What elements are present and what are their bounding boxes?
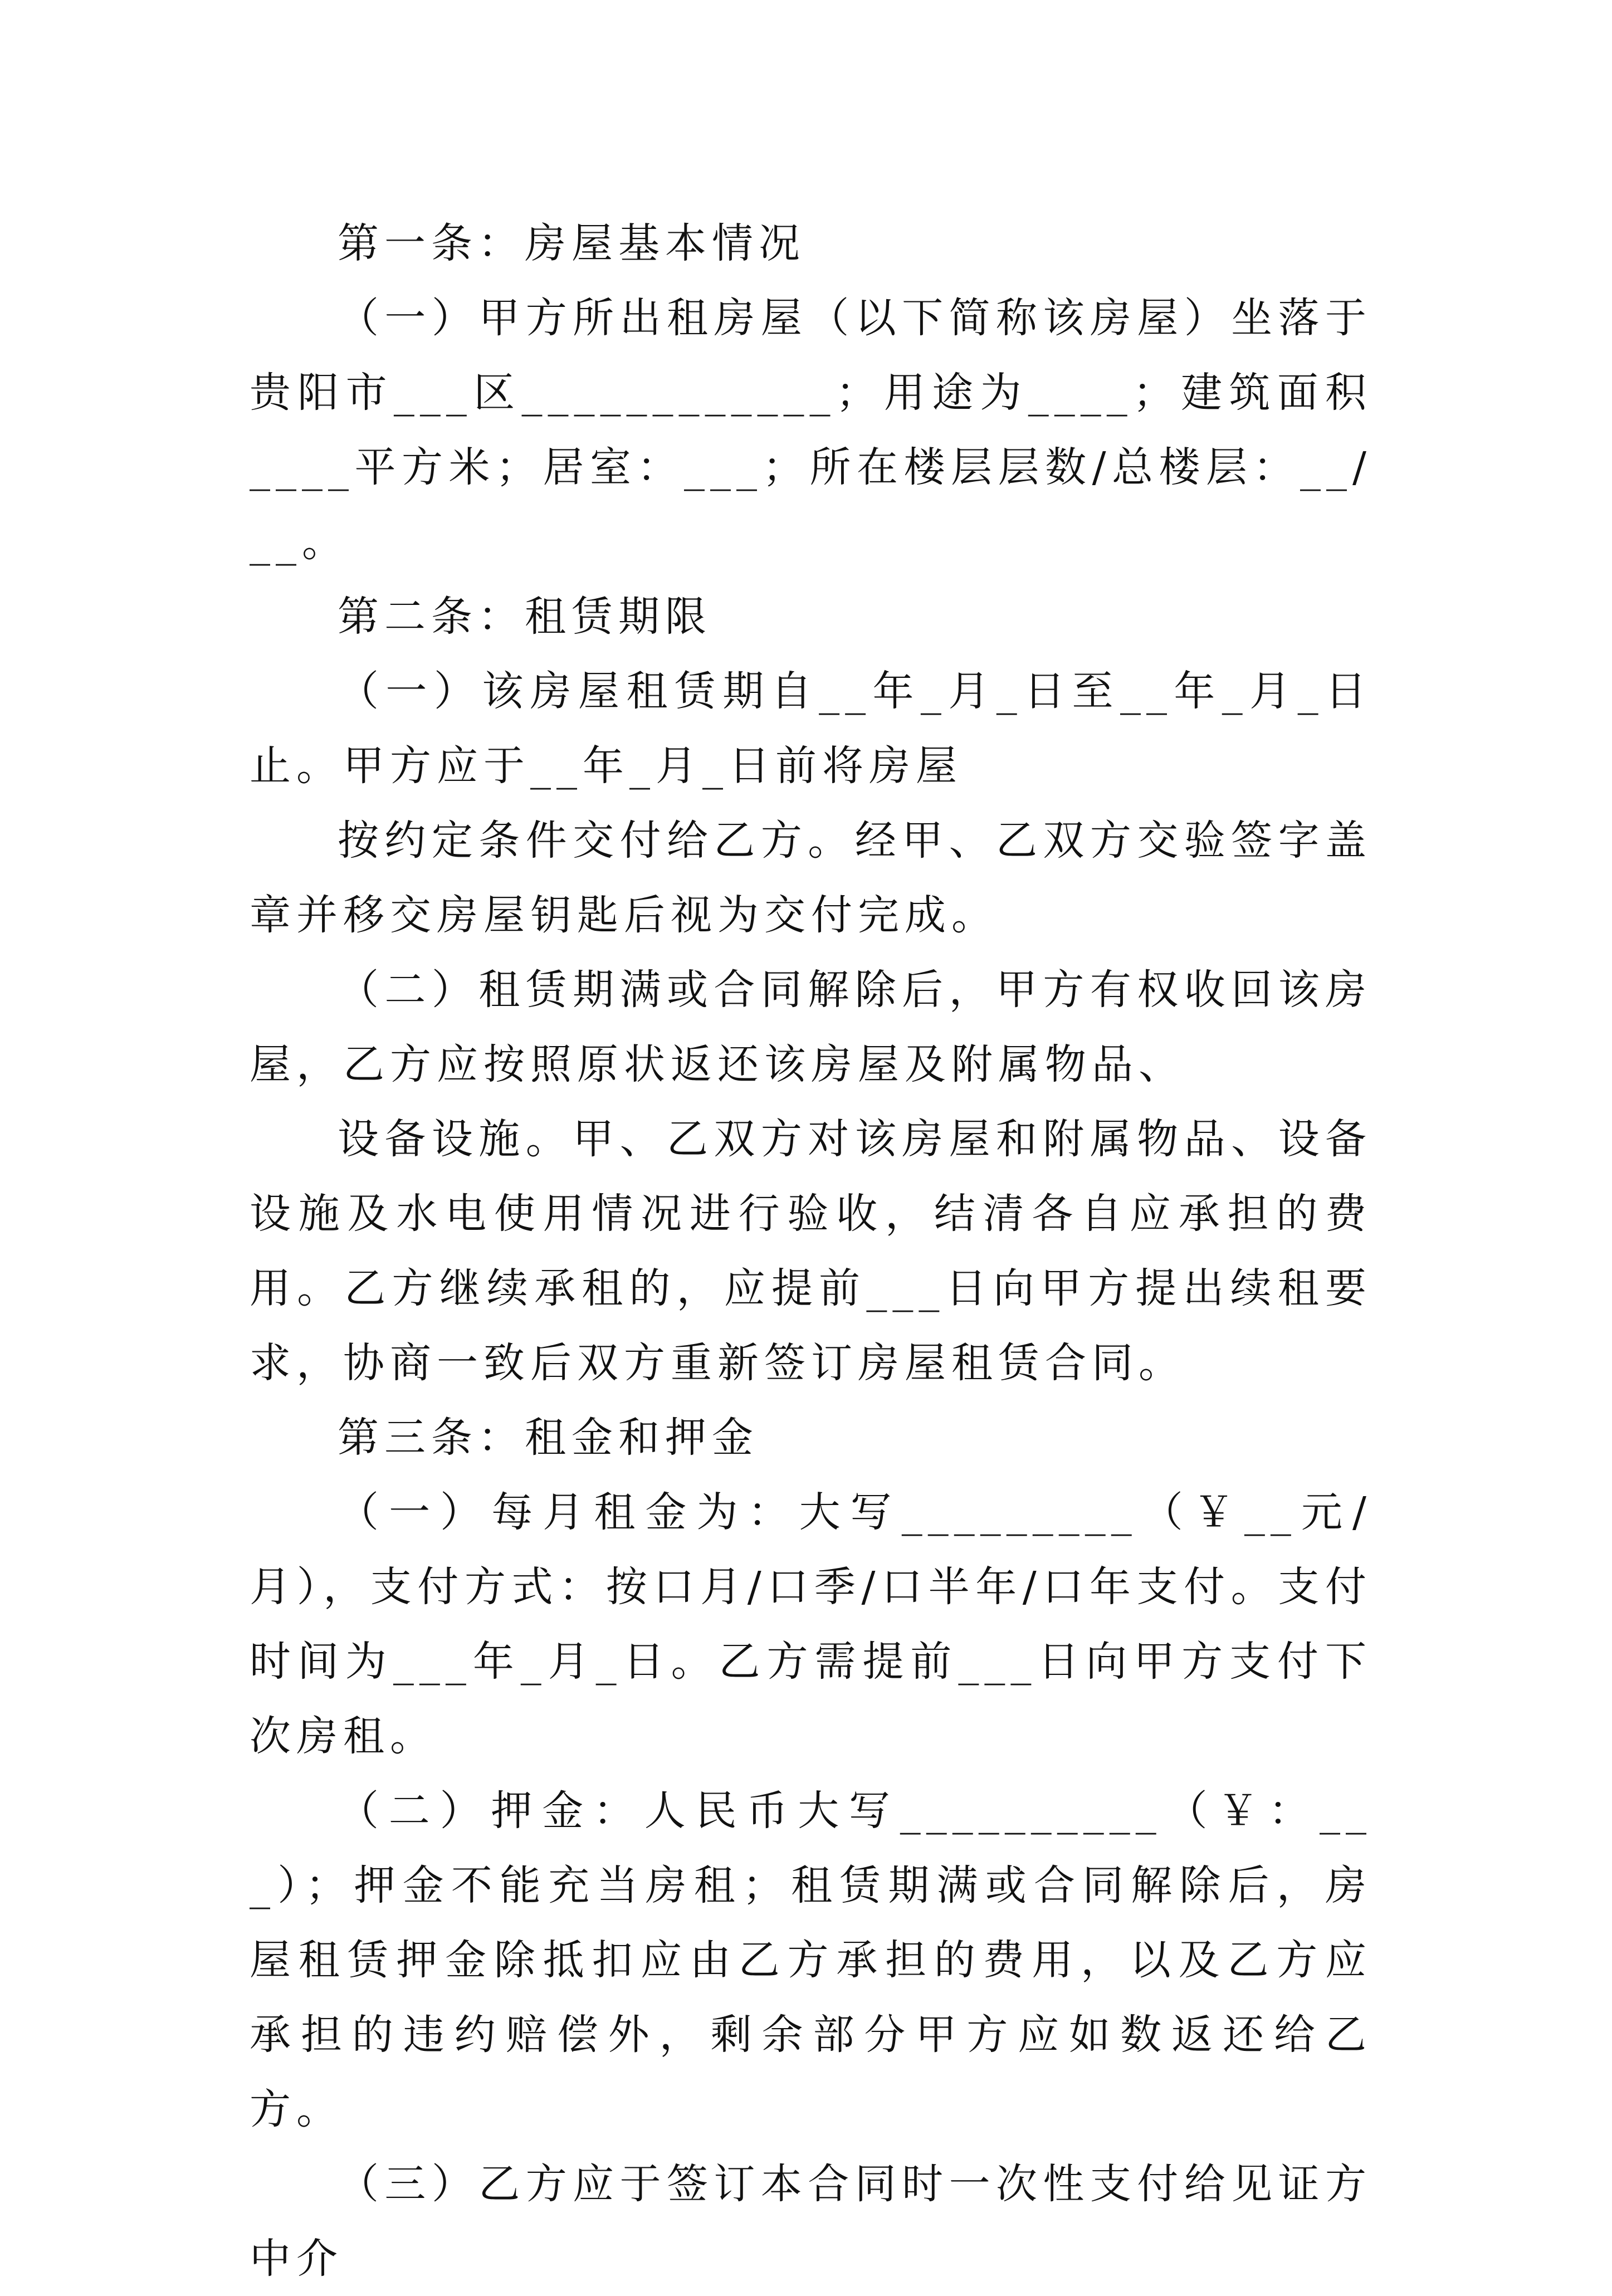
article-2-clause-1: （一）该房屋租赁期自__年_月_日至__年_月_日止。甲方应于__年_月_日前将房屋 [250, 667, 1372, 790]
article-2-heading: 第二条：租赁期限 [338, 593, 712, 641]
article-3-clause-1: （一）每月租金为：大写_________（￥__元/月），支付方式：按口月/口季/口半年/口年支付。支付时间为___年_月_日。乙方需提前___日向甲方支付下次房租。 [250, 1488, 1372, 1760]
article-3-clause-3: （三）乙方应于签订本合同时一次性支付给见证方中介 [250, 2160, 1372, 2283]
document-body [250, 206, 1372, 2296]
article-1-heading: 第一条：房屋基本情况 [338, 219, 805, 267]
article-3-heading: 第三条：租金和押金 [338, 1414, 759, 1462]
article-2-clause-1-continued: 按约定条件交付给乙方。经甲、乙双方交验签字盖章并移交房屋钥匙后视为交付完成。 [250, 817, 1372, 939]
article-3-clause-2: （二）押金：人民币大写__________（￥：___）；押金不能充当房租；租赁期满或合同解除后，房屋租赁押金除抵扣应由乙方承担的费用，以及乙方应承担的违约赔偿外，剩余部分甲方应如数返还给乙方。 [250, 1787, 1372, 2133]
article-1-clause-1: （一）甲方所出租房屋（以下简称该房屋）坐落于贵阳市___区____________；用途为____；建筑面积____平方米；居室：___；所在楼层层数/总楼层：__/__。 [250, 294, 1372, 566]
article-2-clause-2-continued: 设备设施。甲、乙双方对该房屋和附属物品、设备设施及水电使用情况进行验收，结清各自应承担的费用。乙方继续承租的，应提前___日向甲方提出续租要求，协商一致后双方重新签订房屋租赁合同。 [250, 1115, 1372, 1387]
article-2-clause-2: （二）租赁期满或合同解除后，甲方有权收回该房屋，乙方应按照原状返还该房屋及附属物品、 [250, 966, 1372, 1088]
